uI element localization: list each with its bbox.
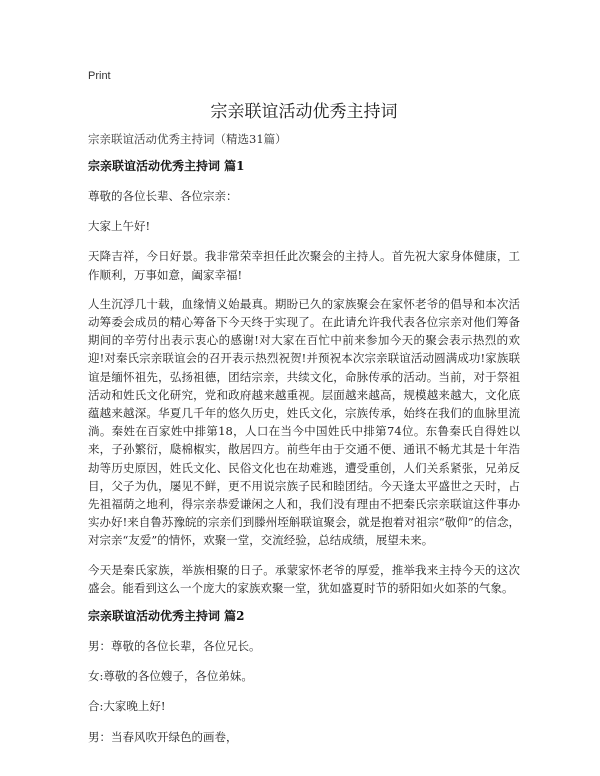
section-heading-1: 宗亲联谊活动优秀主持词 篇1 [88, 159, 245, 173]
body-paragraph: 天降吉祥，今日好景。我非常荣幸担任此次聚会的主持人。首先祝大家身体健康，工作顺利，万事如意，阖家幸福! [88, 249, 520, 282]
salutation-paragraph: 大家上午好! [88, 219, 151, 234]
dialogue-line: 合:大家晚上好! [88, 699, 166, 714]
section-heading-2: 宗亲联谊活动优秀主持词 篇2 [88, 609, 245, 624]
body-paragraph: 今天是秦氏家族，举族相聚的日子。承蒙家怀老爷的厚爱，推举我来主持今天的这次盛会。能看到这么一个庞大的家族欢聚一堂，犹如盛夏时节的骄阳如火如茶的气象。 [88, 562, 520, 595]
dialogue-line: 男：当春风吹开绿色的画卷， [88, 729, 238, 744]
greeting-paragraph: 尊敬的各位长辈、各位宗亲： [88, 189, 238, 203]
body-paragraph: 人生沉浮几十载，血缘情义始最真。期盼已久的家族聚会在家怀老爷的倡导和本次活动筹委会成员的精心筹备下今天终于实现了。在此请允许我代表各位宗亲对他们筹备期间的辛劳付出表示衷心的感谢!对大家在百忙中前来参加今天的聚会表示热烈的欢迎!对秦氏宗亲联谊会的召开表示热烈祝贺!并预祝本次宗亲联谊活动圆满成功!家族联谊是缅怀祖先，弘扬祖德，团结宗亲，共续文化，命脉传承的活动。当前，对于祭祖活动和姓氏文化研究，党和政府越来越重视。层面越来越高，规模越来越大，文化底蕴越来越深。华夏几千年的悠久历史，姓氏文化，宗族传承，始终在我们的血脉里流淌。秦姓在百家姓中排第18，人口在当今中国姓氏中排第74位。东鲁秦氏自得姓以来，子孙繁衍，瓞棉椒实，散居四方。前些年由于交通不便、通讯不畅尤其是十年浩劫等历史原因，姓氏文化、民俗文化也在劫难逃，遭受重创，人们关系紧张，兄弟反目，父子为仇，屡见不鲜，更不用说宗族子民和睦团结。今天逢太平盛世之天时，占先祖福荫之地利，得宗亲恭爱谦闲之人和，我们没有理由不把秦氏宗亲联谊这件事办实办好!来自鲁苏豫皖的宗亲们到滕州垤斛联谊聚会，就是抱着对祖宗“敬仰”的信念，对宗亲“友爱”的情怀，欢聚一堂，交流经验，总结成绩，展望未来。 [88, 296, 520, 548]
document-body [88, 158, 520, 758]
dialogue-line: 男：尊敬的各位长辈，各位兄长。 [88, 639, 261, 654]
dialogue-line: 女:尊敬的各位嫂子，各位弟妹。 [88, 669, 253, 684]
document-subtitle: 宗亲联谊活动优秀主持词（精选31篇） [88, 132, 287, 146]
print-link[interactable]: Print [88, 70, 111, 82]
page-title: 宗亲联谊活动优秀主持词 [210, 102, 398, 122]
